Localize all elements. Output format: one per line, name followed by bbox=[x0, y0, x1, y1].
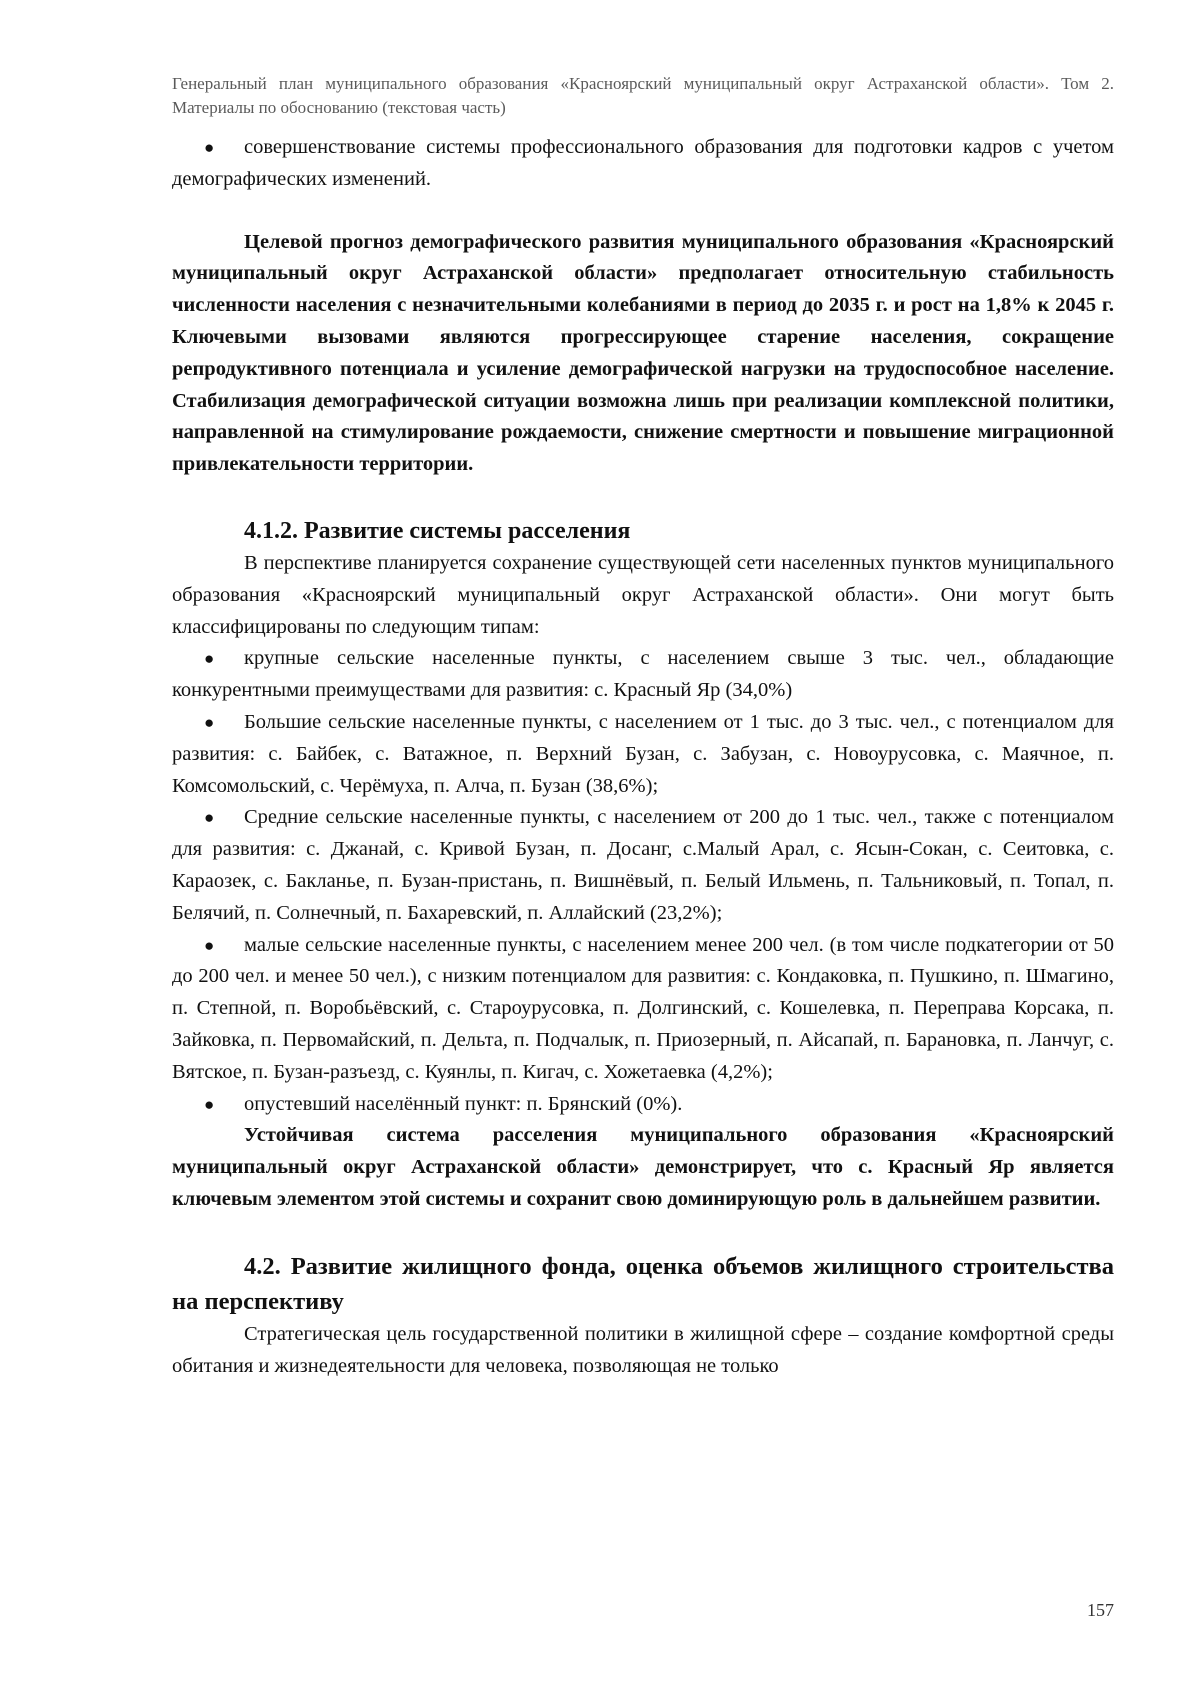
list-item-education bbox=[172, 132, 1114, 196]
list-item-text: крупные сельские населенные пункты, с населением свыше 3 тыс. чел., обладающие конкурентными преимуществами для развития: с. Красный Яр (34,0%) bbox=[172, 647, 1114, 702]
forecast-summary-paragraph: Целевой прогноз демографического развития муниципального образования «Красноярский муниципальный округ Астраханской области» предполагает относительную стабильность численности населения с незначительными колебаниями в период до 2035 г. и рост на 1,8% к 2045 г. Ключевыми вызовами являются прогрессирующее старение населения, сокращение репродуктивного потенциала и усиление демографической нагрузки на трудоспособное население. Стабилизация демографической ситуации возможна лишь при реализации комплексной политики, направленной на стимулирование рождаемости, снижение смертности и повышение миграционной привлекательности территории. bbox=[172, 230, 1114, 476]
bullet-icon: ● bbox=[204, 808, 215, 828]
page-number: 157 bbox=[1087, 1600, 1114, 1620]
settlement-system-summary-paragraph: Устойчивая система расселения муниципального образования «Красноярский муниципальный округ Астраханской области» демонстрирует, что с. Красный Яр является ключевым элементом этой системы и сохранит свою доминирующую роль в дальнейшем развитии. bbox=[172, 1124, 1114, 1210]
bullet-icon: ● bbox=[204, 712, 215, 732]
list-item-text: Средние сельские населенные пункты, с населением от 200 до 1 тыс. чел., также с потенциалом для развития: с. Джанай, с. Кривой Бузан, п. Досанг, с.Малый Арал, с. Ясын-Сокан, с. Сеитовка, с. Караозек, с. Бакланье, п. Бузан-пристань, п. Вишнёвый, п. Белый Ильмень, п. Тальниковый, п. Топал, п. Белячий, п. Солнечный, п. Бахаревский, п. Аллайский (23,2%); bbox=[172, 806, 1114, 924]
list-item-text: Большие сельские населенные пункты, с населением от 1 тыс. до 3 тыс. чел., с потенциалом для развития: с. Байбек, с. Ватажное, п. Верхний Бузан, с. Забузан, с. Новоурусовка, с. Маячное, п. Комсомольский, с. Черёмуха, п. Алча, п. Бузан (38,6%); bbox=[172, 710, 1114, 797]
list-item-large-settlements bbox=[172, 643, 1114, 707]
housing-intro-paragraph: Стратегическая цель государственной политики в жилищной сфере – создание комфортной среды обитания и жизнедеятельности для человека, позволяющая не только bbox=[172, 1322, 1114, 1377]
list-item-medium-settlements bbox=[172, 802, 1114, 929]
page-content bbox=[172, 72, 1114, 1382]
section-heading-4-2: 4.2. Развитие жилищного фонда, оценка объемов жилищного строительства на перспективу bbox=[172, 1252, 1114, 1315]
list-item-abandoned-settlement bbox=[172, 1089, 1114, 1121]
list-item-text: малые сельские населенные пункты, с населением менее 200 чел. (в том числе подкатегории от 50 до 200 чел. и менее 50 чел.), с низким потенциалом для развития: с. Кондаковка, п. Пушкино, п. Шмагино, п. Степной, п. Воробьёвский, с. Староурусовка, п. Долгинский, с. Кошелевка, п. Переправа Корсака, п. Зайковка, п. Первомайский, п. Дельта, п. Подчалык, п. Приозерный, п. Айсапай, п. Барановка, п. Ланчуг, с. Вятское, п. Бузан-разъезд, с. Куянлы, п. Кигач, с. Хожетаевка (4,2%); bbox=[172, 933, 1114, 1083]
bullet-icon: ● bbox=[204, 1094, 215, 1114]
list-item-text: совершенствование системы профессионального образования для подготовки кадров с учетом демографических изменений. bbox=[172, 136, 1114, 190]
bullet-icon: ● bbox=[204, 935, 215, 955]
list-item-text: опустевший населённый пункт: п. Брянский (0%). bbox=[244, 1092, 683, 1115]
bullet-icon: ● bbox=[204, 138, 215, 157]
settlement-intro-paragraph: В перспективе планируется сохранение существующей сети населенных пунктов муниципального образования «Красноярский муниципальный округ Астраханской области». Они могут быть классифицированы по следующим типам: bbox=[172, 551, 1114, 638]
bullet-icon: ● bbox=[204, 649, 215, 669]
list-item-big-settlements bbox=[172, 707, 1114, 802]
running-header: Генеральный план муниципального образования «Красноярский муниципальный округ Астраханской области». Том 2. Материалы по обоснованию (текстовая часть) bbox=[172, 74, 1114, 117]
section-heading-4-1-2: 4.1.2. Развитие системы расселения bbox=[244, 517, 631, 544]
list-item-small-settlements bbox=[172, 930, 1114, 1089]
